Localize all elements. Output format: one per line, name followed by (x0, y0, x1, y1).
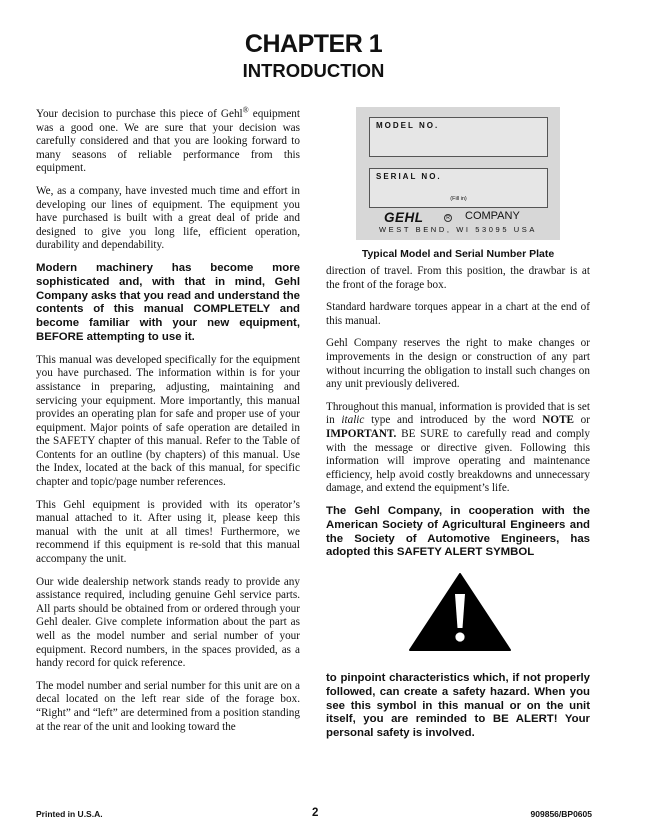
fill-in-note: (Fill in) (450, 196, 467, 202)
gehl-logo: GEHL (384, 210, 424, 225)
right-column-bottom (326, 672, 590, 750)
plate-caption: Typical Model and Serial Number Plate (361, 248, 555, 260)
manual-purpose-paragraph: This manual was developed specifically for the equipment you have purchased. The information within is for your assistance in preparing, adjusting, maintaining and servicing your equipment. More importantly, this manual provides an operating plan for safe and proper use of your equipment. Major points of safe operation are detailed in the SAFETY chapter of this manual. Refer to the Table of Contents for an outline (by chapters) of this manual. Use the Index, located at the back of this manual, for specific chapter and topic/page number references. (36, 353, 300, 489)
direction-paragraph: direction of travel. From this position, the drawbar is at the front of the forage box. (326, 265, 590, 291)
serial-number-field: SERIAL NO. (Fill in) (369, 168, 548, 208)
safety-warning-paragraph: to pinpoint characteristics which, if not properly followed, can create a safety hazard. When you see this symbol in this manual or on the unit itself, you are reminded to BE ALERT! Your personal safety is involved. (326, 672, 590, 740)
manual-keep-paragraph: This Gehl equipment is provided with its operator’s manual attached to it. After using it, please keep this manual with the unit at all times! Furthermore, we recommend if this equipment is re-sold that this manual accompany the unit. (36, 498, 300, 566)
serial-location-paragraph: The model number and serial number for this unit are on a decal located on the left rear side of the forage box. “Right” and “left” are determined from a position standing at the rear of the unit and looking toward the (36, 679, 300, 733)
footer-doc-number: 909856/BP0605 (530, 809, 592, 819)
torque-paragraph: Standard hardware torques appear in a chart at the end of this manual. (326, 301, 590, 327)
registered-mark: ® (242, 105, 249, 115)
right-column (326, 265, 590, 569)
company-label: COMPANY (465, 210, 520, 222)
company-paragraph: We, as a company, have invested much time and effort in developing our lines of equipment. The equipment you have purchased is built with a great deal of pride and designed to give you long life, efficient operation, durability and dependability. (36, 184, 300, 252)
changes-paragraph: Gehl Company reserves the right to make changes or improvements in the design or construction of any part without incurring the obligation to install such changes on any unit previously delivered. (326, 337, 590, 391)
dealer-network-paragraph: Our wide dealership network stands ready to provide any assistance required, including genuine Gehl service parts. All parts should be obtained from or ordered through your Gehl dealer. Give complete information about the part as well as the model number and serial number of your equipment. Record numbers, in the spaces provided, as a handy record for quick reference. (36, 575, 300, 670)
plate-address: WEST BEND, WI 53095 USA (378, 225, 538, 234)
chapter-number: CHAPTER 1 (244, 30, 383, 58)
safety-intro-paragraph: The Gehl Company, in cooperation with the American Society of Agricultural Engineers and the Society of Automotive Engineers, has adopted this SAFETY ALERT SYMBOL (326, 504, 590, 559)
plate-brand-row (356, 210, 560, 224)
notes-paragraph: Throughout this manual, information is provided that is set in italic type and introduced by the word NOTE or IMPORTANT. BE SURE to carefully read and comply with the message or directive given. Following this information will improve operating and maintenance efficiency, help avoid costly breakdowns and unnecessary damage, and extend the equipment’s life. (326, 400, 591, 495)
serial-number-plate (356, 107, 560, 240)
page-number: 2 (312, 807, 319, 819)
chapter-title: INTRODUCTION (242, 60, 385, 81)
registered-icon: R (444, 214, 452, 222)
safety-alert-icon (408, 572, 512, 652)
intro-paragraph: Your decision to purchase this piece of Gehl® equipment was a good one. We are sure that your decision was carefully considered and that you are looking forward to many seasons of reliable performance from this equipment. (36, 105, 300, 175)
model-number-field: MODEL NO. (369, 117, 548, 157)
read-manual-warning: Modern machinery has become more sophisticated and, with that in mind, Gehl Company asks that you read and understand the contents of this manual COMPLETELY and become familiar with your new equipment, BEFORE attempting to use it. (36, 261, 300, 343)
footer-printed: Printed in U.S.A. (36, 809, 103, 819)
left-column (36, 105, 300, 743)
